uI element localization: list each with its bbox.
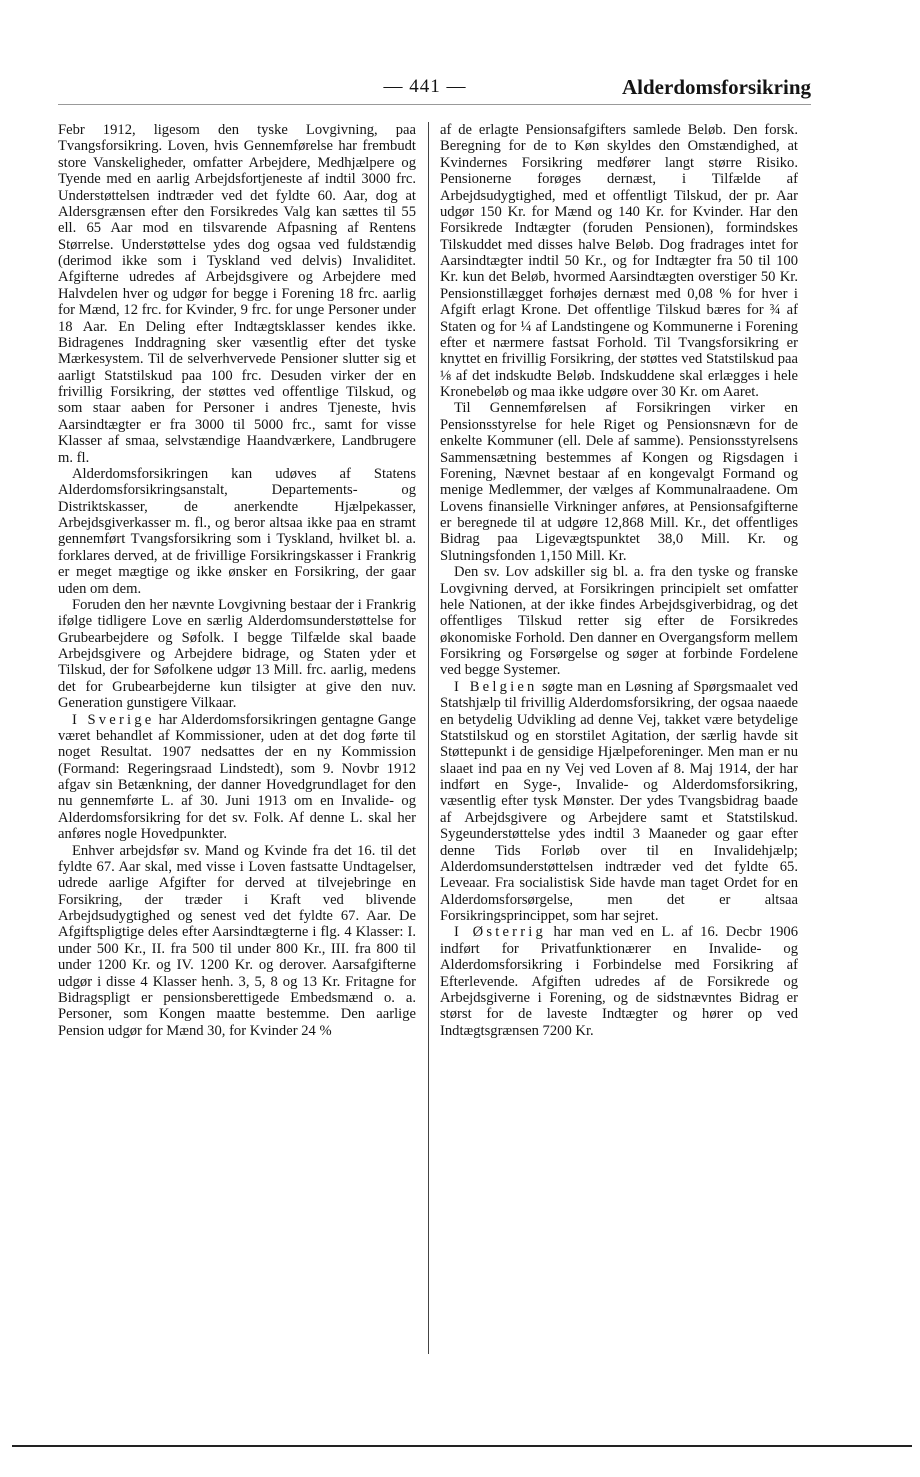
paragraph: I Sverige har Alderdomsforsikringen gentagne Gange været behandlet af Kommissioner, uden at det dog førte til noget Resultat. 1907 nedsattes der en ny Kommission (Formand: Regeringsraad Lindstedt), som 9. Novbr 1912 afgav sin Betænkning, der danner Hovedgrundlaget for den nu gennemførte L. af 30. Juni 1913 om en Invalide- og Alderdomsforsikring for det sv. Folk. Af denne L. skal her anføres nogle Hovedpunkter. (58, 711, 416, 843)
page-number: — 441 — (383, 76, 467, 97)
paragraph: Den sv. Lov adskiller sig bl. a. fra den tyske og franske Lovgivning derved, at Forsikringen principielt set omfatter hele Nationen, at der ikke findes Arbejdsgiverbidrag, og det offentliges Tilskud retter sig efter de Forsikredes økonomiske Forhold. Den danner en Overgangsform mellem Forsikring og Forsørgelse og søger at forbinde Fordelene ved begge Systemer. (440, 564, 798, 679)
paragraph: Alderdomsforsikringen kan udøves af Statens Alderdomsforsikringsanstalt, Departements- og Distriktskasser, de anerkendte Hjælpekasser, Arbejdsgiverkasser m. fl., og beror altsaa ikke paa en stramt gennemført Tvangsforsikring som i Tyskland, hvilket bl. a. forklares derved, at de frivillige Forsikringskasser i Frankrig er meget mægtige og ikke ønsker en Forsikring, der gaar uden om dem. (58, 465, 416, 597)
paragraph: Enhver arbejdsfør sv. Mand og Kvinde fra det 16. til det fyldte 67. Aar skal, med visse i Loven fastsatte Undtagelser, udrede aarlige Afgifter for derved at tilvejebringe en Forsikring, der træder i Kraft ved blivende Arbejdsudygtighed og senest ved det fyldte 67. Aar. De Afgiftspligtige deles efter Aarsindtægterne i flg. 4 Klasser: I. under 500 Kr., II. fra 500 til under 800 Kr., III. fra 800 til under 1200 Kr. og IV. 1200 Kr. og derover. Aarsafgifterne udgør i disse 4 Klasser henh. 3, 5, 8 og 13 Kr. Fritagne for Bidragspligt er pensionsberettigede Embedsmænd o. a. Personer, som Kongen maatte bestemme. Den aarlige Pension udgør for Mænd 30, for Kvinder 24 % (58, 842, 416, 1039)
country-heading: I Østerrig (454, 924, 547, 941)
header-rule (58, 104, 811, 105)
paragraph: I Belgien søgte man en Løsning af Spørgsmaalet ved Statshjælp til frivillig Alderdomsforsikring, der ogsaa naaede en betydelig Udvikling ad denne Vej, takket være betydelige Statstilskud og en storstilet Agitation, der særlig havde sit Støttepunkt i de gensidige Hjælpeforeninger. Men man er nu slaaet ind paa en ny Vej ved Loven af 8. Maj 1914, der har indført en Syge-, Invalide- og Alderdomsforsikring, væsentlig efter tysk Mønster. Der ydes Tvangsbidrag baade af Arbejdsgivere og Arbejdere samt et Statstilskud. Sygeunderstøttelse ydes indtil 3 Maaneder og gaar efter denne Tids Forløb over til en Invalidehjælp; Alderdomsunderstøttelsen indtræder ved det fyldte 65. Leveaar. Fra socialistisk Side havde man taget Ordet for en Alderdomsforsørgelse, men det er altsaa Forsikringsprincippet, som har sejret. (440, 678, 798, 924)
bottom-rule (12, 1445, 912, 1447)
country-heading: I Belgien (454, 678, 538, 695)
running-title: Alderdomsforsikring (622, 75, 811, 99)
country-heading: I Sverige (72, 711, 155, 728)
paragraph: af de erlagte Pensionsafgifters samlede Beløb. Den forsk. Beregning for de to Køn skyldes den Omstændighed, at Kvindernes Forsikring medfører langt større Risiko. Pensionerne forøges dernæst, i Tilfælde af Arbejdsudygtighed, med et offentligt Tilskud, der pr. Aar udgør 150 Kr. for Mænd og 140 Kr. for Kvinder. Har den Forsikrede Indtægter (foruden Pensionen), formindskes Tilskuddet med disses halve Beløb. Dog fradrages intet for Aarsindtægter indtil 50 Kr., og for Indtægter fra 50 til 100 Kr. kun det Beløb, hvormed Aarsindtægten overstiger 50 Kr. Pensionstillægget forhøjes dernæst med 0,08 % for hver i Afgift erlagt Krone. Det offentlige Tilskud bæres for ¾ af Staten og for ¼ af Landstingene og Kommunerne i Forening efter et nærmere fastsat Forhold. Til Tvangsforsikring er knyttet en frivillig Forsikring, der støttes ved Statstilskud paa ⅛ af det indskudte Beløb. Indskuddene skal erlægges i hele Kronebeløb og maa ikke udgøre over 30 Kr. om Aaret. (440, 122, 798, 400)
running-header (0, 72, 920, 102)
paragraph: Febr 1912, ligesom den tyske Lovgivning, paa Tvangsforsikring. Loven, hvis Gennemførelse har frembudt store Vanskeligheder, omfatter Arbejdere, Medhjælpere og Tyende med en aarlig Arbejdsfortjeneste af indtil 3000 frc. Understøttelsen indtræder ved det fyldte 60. Aar, dog at Aldersgrænsen efter den Forsikredes Valg kan sættes til 55 ell. 65 Aar mod en tilsvarende Afpasning af Rentens Størrelse. Understøttelse ydes dog ogsaa ved fuldstændig (derimod ikke som i Tyskland ved delvis) Invaliditet. Afgifterne udredes af Arbejdsgivere og Arbejdere med Halvdelen hver og udgør for begge i Forening 18 frc. aarlig for Mænd, 12 frc. for Kvinder, 9 frc. for unge Personer under 18 Aar. En Deling efter Indtægtsklasser kendes ikke. Bidragenes Inddragning sker væsentlig efter det tyske Mærkesystem. Til de selverhvervede Pensioner slutter sig et aarligt Statstilskud paa 100 frc. Desuden virker der en frivillig Forsikring, der støttes ved offentlige Tilskud, og som staar aaben for Personer i andres Tjeneste, hvis Aarsindtægter er fra 3000 til 5000 frc., samt for visse Klasser af smaa, selvstændige Haandværkere, Landbrugere m. fl. (58, 122, 416, 466)
paragraph: I Østerrig har man ved en L. af 16. Decbr 1906 indført for Privatfunktionærer en Invalide- og Alderdomsforsikring i Forbindelse med Forsikring af Efterlevende. Afgiften udredes af de Forsikrede og Arbejdsgiverne i Forening, og de sidstnævntes Bidrag er størst for de laveste Indtægter og hører op ved Indtægtsgrænsen 7200 Kr. (440, 924, 798, 1039)
column-rule (428, 122, 429, 1354)
paragraph: Til Gennemførelsen af Forsikringen virker en Pensionsstyrelse for hele Riget og Pensionsnævn for de enkelte Kommuner (ell. Dele af samme). Pensionsstyrelsens Sammensætning bestemmes af Kongen og Rigsdagen i Forening, Nævnet bestaar af en kongevalgt Formand og menige Medlemmer, der vælges af Kommunalraadene. Om Lovens finansielle Virkninger anføres, at Pensionsafgifterne er beregnede til at udgøre 12,868 Mill. Kr., det offentliges Bidrag paa Ligevægtspunktet 38,0 Mill. Kr. og Slutningsfonden 1,150 Mill. Kr. (440, 400, 798, 564)
left-column (58, 122, 416, 1039)
paragraph: Foruden den her nævnte Lovgivning bestaar der i Frankrig ifølge tidligere Love en særlig Alderdomsunderstøttelse for Grubearbejdere og Søfolk. I begge Tilfælde skal baade Arbejdsgivere og Arbejdere bidrage, og Staten yder et Tilskud, der for Søfolkene udgør 13 Mill. frc. aarlig, medens det for Grubearbejderne kun tilsigter at give den nuv. Generation gunstigere Vilkaar. (58, 596, 416, 712)
right-column (440, 122, 798, 1039)
